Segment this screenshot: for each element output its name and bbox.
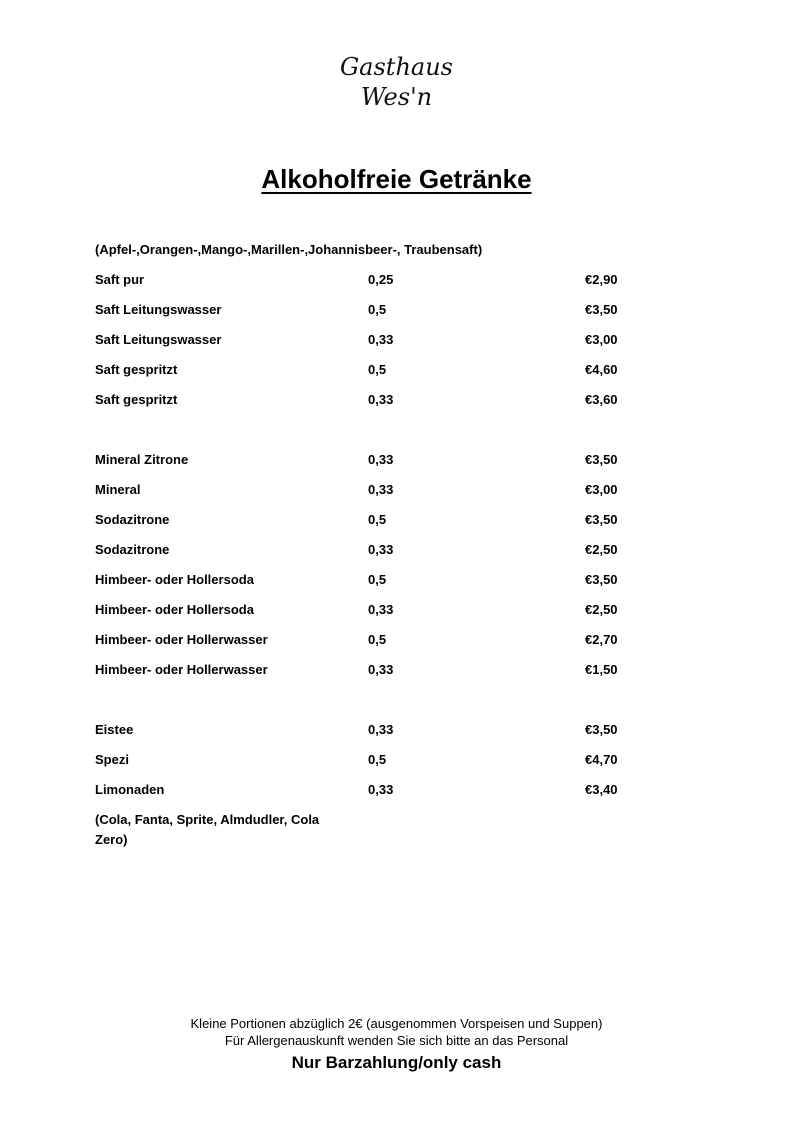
- menu-row: [95, 360, 715, 380]
- item-size: 0,25: [368, 272, 394, 287]
- item-size: 0,33: [368, 782, 394, 797]
- item-size: 0,33: [368, 452, 394, 467]
- item-name: Saft Leitungswasser: [95, 332, 222, 347]
- item-name: Himbeer- oder Hollerwasser: [95, 662, 268, 677]
- item-price: €2,70: [585, 632, 618, 647]
- drinks-menu: [95, 240, 715, 850]
- item-price: €2,50: [585, 602, 618, 617]
- menu-row: [95, 330, 715, 350]
- footer: [0, 1015, 793, 1075]
- menu-row: [95, 390, 715, 410]
- item-name: Himbeer- oder Hollersoda: [95, 602, 254, 617]
- item-price: €3,00: [585, 332, 618, 347]
- logo-line-1: Gasthaus: [340, 53, 453, 81]
- item-size: 0,5: [368, 302, 387, 317]
- juice-group: [95, 270, 715, 410]
- item-price: €3,50: [585, 722, 618, 737]
- item-name: Saft Leitungswasser: [95, 302, 222, 317]
- item-price: €3,40: [585, 782, 618, 797]
- softdrinks-group: [95, 720, 715, 850]
- item-name: Sodazitrone: [95, 542, 170, 557]
- page-title: Alkoholfreie Getränke: [261, 164, 532, 194]
- menu-row: [95, 780, 715, 800]
- item-price: €3,50: [585, 572, 618, 587]
- item-name: Mineral Zitrone: [95, 452, 189, 467]
- item-size: 0,33: [368, 482, 394, 497]
- item-name: Saft gespritzt: [95, 362, 178, 377]
- item-name: Sodazitrone: [95, 512, 170, 527]
- item-size: 0,33: [368, 392, 394, 407]
- menu-row: [95, 270, 715, 290]
- item-size: 0,33: [368, 662, 394, 677]
- mineral-soda-group: [95, 450, 715, 680]
- item-name: Saft gespritzt: [95, 392, 178, 407]
- item-name: Mineral: [95, 482, 141, 497]
- item-size: 0,5: [368, 632, 387, 647]
- menu-row: [95, 720, 715, 740]
- item-price: €1,50: [585, 662, 618, 677]
- item-price: €4,60: [585, 362, 618, 377]
- menu-row: [95, 630, 715, 650]
- menu-row: [95, 450, 715, 470]
- menu-row: [95, 510, 715, 530]
- item-price: €3,50: [585, 302, 618, 317]
- menu-row: [95, 600, 715, 620]
- menu-row: [95, 540, 715, 560]
- item-size: 0,5: [368, 512, 387, 527]
- item-name: Spezi: [95, 752, 129, 767]
- menu-row: [95, 750, 715, 770]
- allergen-note: Für Allergenauskunft wenden Sie sich bitte an das Personal: [224, 1033, 569, 1048]
- logo-line-2: Wes'n: [360, 83, 433, 111]
- menu-row: [95, 660, 715, 680]
- item-price: €3,50: [585, 512, 618, 527]
- item-price: €2,90: [585, 272, 618, 287]
- item-price: €4,70: [585, 752, 618, 767]
- item-name: Saft pur: [95, 272, 145, 287]
- item-name: Eistee: [95, 722, 134, 737]
- section-spacer: [95, 420, 715, 450]
- cash-only-note: Nur Barzahlung/only cash: [291, 1053, 502, 1072]
- item-price: €3,00: [585, 482, 618, 497]
- juice-varieties-note: (Apfel-,Orangen-,Mango-,Marillen-,Johannisbeer-, Traubensaft): [95, 242, 483, 257]
- menu-row: [95, 570, 715, 590]
- restaurant-logo: [0, 52, 793, 112]
- item-size: 0,33: [368, 332, 394, 347]
- item-size: 0,33: [368, 542, 394, 557]
- item-name: Himbeer- oder Hollersoda: [95, 572, 254, 587]
- item-price: €3,50: [585, 452, 618, 467]
- item-price: €3,60: [585, 392, 618, 407]
- item-size: 0,33: [368, 602, 394, 617]
- menu-row: [95, 480, 715, 500]
- item-size: 0,5: [368, 362, 387, 377]
- item-size: 0,5: [368, 752, 387, 767]
- small-portions-note: Kleine Portionen abzüglich 2€ (ausgenommen Vorspeisen und Suppen): [190, 1016, 603, 1031]
- item-price: €2,50: [585, 542, 618, 557]
- limonaden-varieties-note: (Cola, Fanta, Sprite, Almdudler, Cola Zero): [95, 812, 320, 847]
- item-size: 0,33: [368, 722, 394, 737]
- item-size: 0,5: [368, 572, 387, 587]
- item-name: Himbeer- oder Hollerwasser: [95, 632, 268, 647]
- menu-row: [95, 300, 715, 320]
- section-spacer: [95, 690, 715, 720]
- item-name: Limonaden: [95, 782, 165, 797]
